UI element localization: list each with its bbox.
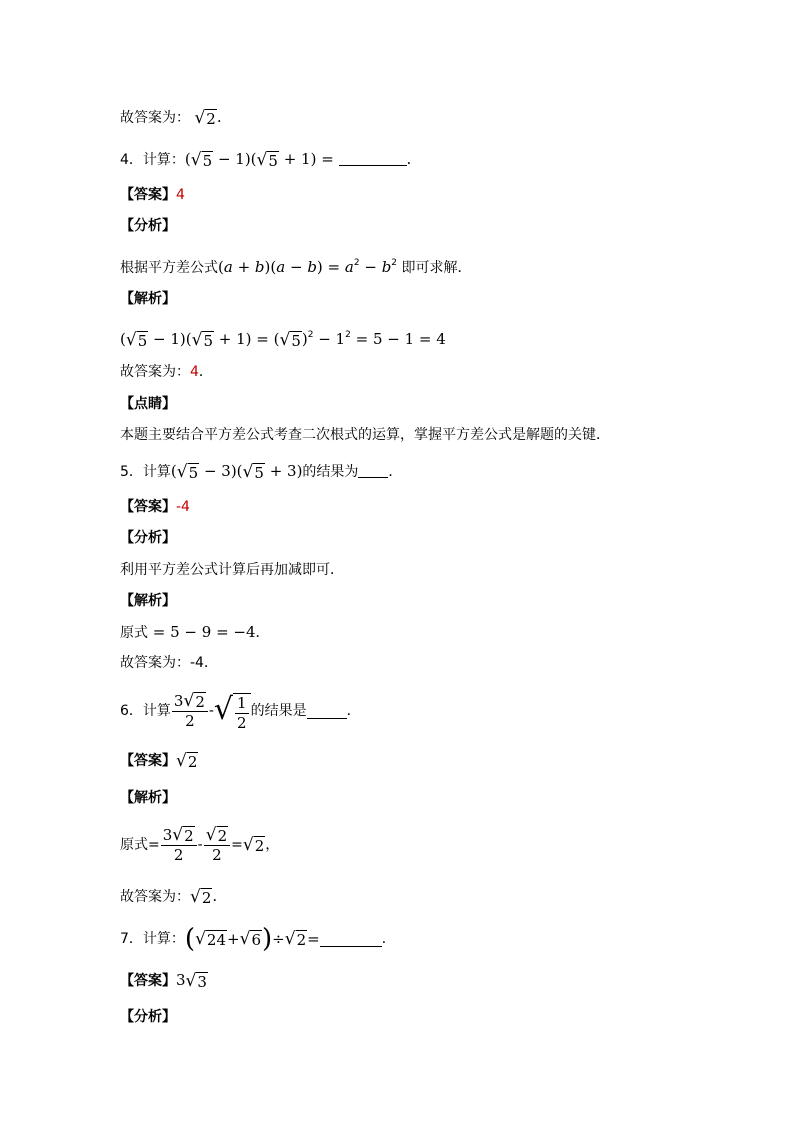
solution-q4: ( √ 5 − 1)( √ 5 + 1) = ( √ 5 )$^2 - 1^2 = 5 - 1 = 4$ [120,330,446,350]
question-5: 5．计算( √ 5 − 3)( √ 5 + 3)的结果为 ． [120,462,403,482]
sqrt-expression: √ 5 [125,330,148,350]
answer-q4: 【答案】4 [120,187,185,203]
fraction: √ 2 2 [204,825,230,865]
sqrt-expression: √ 5 [176,462,199,482]
right-paren: ) [261,924,273,954]
sqrt-expression: √ 3 [185,971,207,991]
final-answer-q6: 故答案为： √ 2 . [120,887,218,907]
sqrt-expression: √ 6 [239,929,261,949]
question-6: 6．计算 3 √ 2 2 - √ $\frac{1}{2}$ 的结果是 ． [120,691,361,732]
solution-q5: 原式 = 5 − 9 = −4． [120,623,270,641]
solution-heading-q5: 【解析】 [120,593,176,609]
answer-q6: 【答案】 √ 2 [120,751,198,771]
fraction: 3 √ 2 2 [161,825,197,865]
question-7: 7．计算： ( √ 24 + √ 6 ) ÷ √ 2 = ． [120,924,396,954]
analysis-heading-q4: 【分析】 [120,218,176,234]
sqrt-expression: √ 2 [176,751,198,771]
sqrt-expression: √ 5 [279,330,301,350]
comment-heading-q4: 【点睛】 [120,396,176,412]
answer-q5: 【答案】-4 [120,499,190,515]
sqrt-expression: √ 2 [194,108,216,128]
answer-blank [358,463,388,478]
analysis-heading-q7: 【分析】 [120,1009,176,1025]
answer-blank [339,151,407,166]
sqrt-expression: √ 5 [191,330,213,350]
sqrt-expression: √ 5 [190,150,213,170]
sqrt-expression: √ 2 [242,835,265,855]
final-answer-q5: 故答案为：-4． [120,655,218,671]
answer-q7: 【答案】3 √ 3 [120,971,207,991]
solution-heading-q4: 【解析】 [120,291,176,307]
question-4: 4．计算：( √ 5 − 1)( √ 5 + 1) = . [120,150,412,170]
sqrt-expression: √ 2 [190,887,212,907]
solution-q6: 原式= 3 √ 2 2 - √ 2 2 = √ 2 ， [120,825,280,864]
sqrt-expression: √ 24 [195,929,227,949]
answer-blank [320,932,382,947]
sqrt-expression: √ 5 [242,462,264,482]
final-answer-q4: 故答案为：4． [120,364,213,380]
left-paren: ( [184,924,196,954]
answer-line-q3: 故答案为： √ 2 . [120,108,222,128]
sqrt-expression: √ $\frac{1}{2}$ [214,689,251,733]
solution-heading-q6: 【解析】 [120,790,176,806]
sqrt-expression: √ 2 [284,929,307,949]
analysis-text-q4: 根据平方差公式$(a + b)(a - b) = a^2 - b^2$ 即可求解． [120,258,472,276]
analysis-text-q5: 利用平方差公式计算后再加减即可． [120,562,344,578]
comment-text-q4: 本题主要结合平方差公式考查二次根式的运算，掌握平方差公式是解题的关键． [120,427,610,443]
fraction: 3 √ 2 2 [172,691,208,731]
answer-blank [307,704,347,719]
sqrt-expression: √ 5 [256,150,278,170]
analysis-heading-q5: 【分析】 [120,530,176,546]
